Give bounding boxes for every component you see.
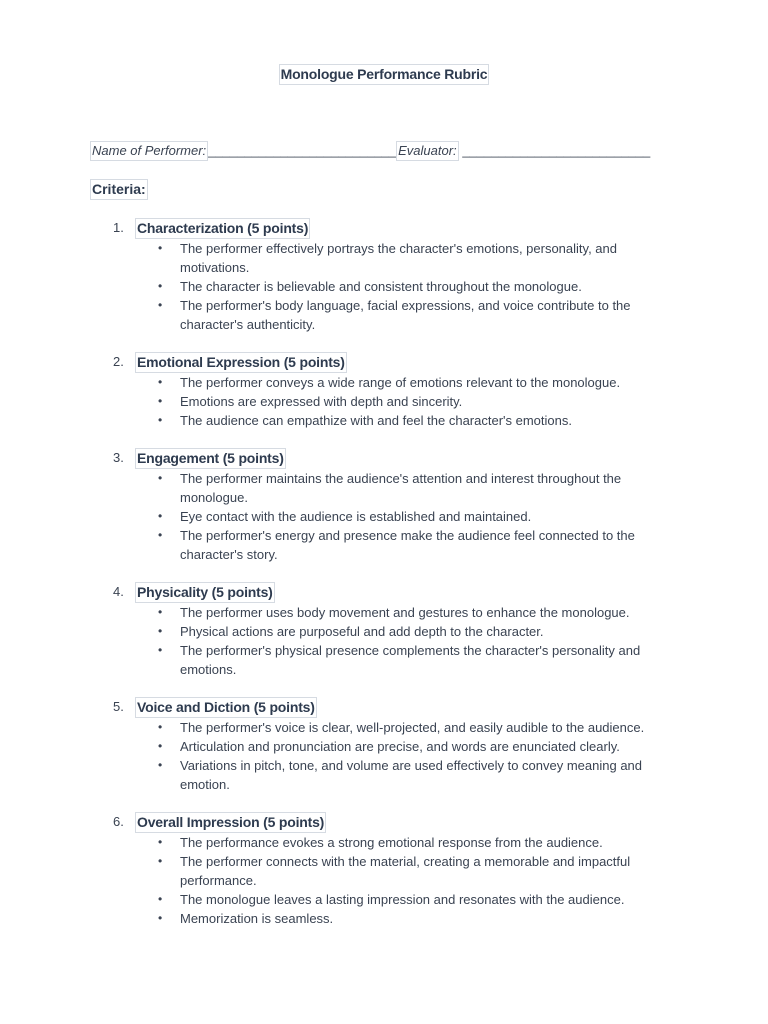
criterion-bullets [90, 469, 690, 564]
criteria-list [90, 218, 690, 928]
bullet-item: • Memorization is seamless. [180, 909, 680, 928]
criterion-bullets [90, 603, 690, 679]
document-title-container [0, 64, 768, 85]
criterion-heading: Physicality (5 points) [135, 582, 275, 603]
criterion-number: 1. [113, 220, 124, 235]
criterion-overall-impression [90, 812, 690, 928]
criterion-voice-diction [90, 697, 690, 812]
bullet-item: • The performer's body language, facial expressions, and voice contribute to the character's authenticity. [180, 296, 680, 334]
criterion-bullets [90, 239, 690, 334]
criterion-physicality [90, 582, 690, 697]
criterion-number: 4. [113, 584, 124, 599]
performer-label: Name of Performer: [90, 141, 208, 161]
criterion-heading: Voice and Diction (5 points) [135, 697, 317, 718]
bullet-item: • The performer uses body movement and gestures to enhance the monologue. [180, 603, 680, 622]
bullet-item: • Physical actions are purposeful and add depth to the character. [180, 622, 680, 641]
criterion-heading: Characterization (5 points) [135, 218, 310, 239]
bullet-item: • The performer effectively portrays the character's emotions, personality, and motivations. [180, 239, 680, 277]
bullet-item: • The performer maintains the audience's attention and interest throughout the monologue. [180, 469, 680, 507]
performer-evaluator-row [90, 141, 690, 161]
bullet-item: • The performer conveys a wide range of emotions relevant to the monologue. [180, 373, 680, 392]
criterion-number: 2. [113, 354, 124, 369]
bullet-item: • Variations in pitch, tone, and volume are used effectively to convey meaning and emotion. [180, 756, 680, 794]
document-title: Monologue Performance Rubric [279, 64, 490, 85]
bullet-item: • The character is believable and consistent throughout the monologue. [180, 277, 680, 296]
bullet-item: • The performer's physical presence complements the character's personality and emotions. [180, 641, 680, 679]
bullet-item: • The performer's voice is clear, well-projected, and easily audible to the audience. [180, 718, 680, 737]
criterion-characterization [90, 218, 690, 352]
bullet-item: • The performer connects with the material, creating a memorable and impactful performance. [180, 852, 680, 890]
bullet-item: • The audience can empathize with and feel the character's emotions. [180, 411, 680, 430]
criterion-bullets [90, 373, 690, 430]
bullet-item: • Eye contact with the audience is established and maintained. [180, 507, 680, 526]
criterion-number: 5. [113, 699, 124, 714]
criterion-heading: Overall Impression (5 points) [135, 812, 326, 833]
criterion-bullets [90, 833, 690, 928]
criterion-number: 3. [113, 450, 124, 465]
performer-line: __________________________ [208, 143, 397, 158]
evaluator-line: __________________________ [462, 143, 651, 158]
bullet-item: • The performance evokes a strong emotional response from the audience. [180, 833, 680, 852]
criterion-heading: Engagement (5 points) [135, 448, 286, 469]
bullet-item: • Articulation and pronunciation are precise, and words are enunciated clearly. [180, 737, 680, 756]
criterion-number: 6. [113, 814, 124, 829]
criterion-emotional-expression [90, 352, 690, 448]
bullet-item: • Emotions are expressed with depth and sincerity. [180, 392, 680, 411]
bullet-item: • The performer's energy and presence make the audience feel connected to the character's story. [180, 526, 680, 564]
criterion-heading: Emotional Expression (5 points) [135, 352, 347, 373]
evaluator-label: Evaluator: [396, 141, 459, 161]
bullet-item: • The monologue leaves a lasting impression and resonates with the audience. [180, 890, 680, 909]
criteria-heading: Criteria: [90, 179, 148, 200]
criterion-bullets [90, 718, 690, 794]
criterion-engagement [90, 448, 690, 582]
